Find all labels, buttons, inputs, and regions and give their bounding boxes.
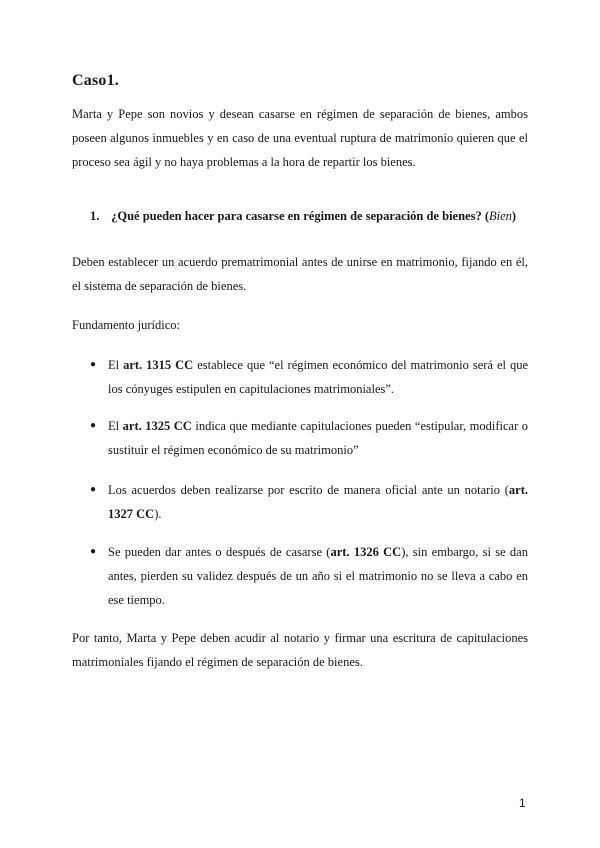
question-grade-note: Bien <box>489 209 512 223</box>
list-item <box>90 478 528 526</box>
list-item <box>90 540 528 612</box>
article-reference: art. 1315 CC <box>123 358 194 372</box>
question-close-paren: ) <box>511 209 517 223</box>
list-item-text: El art. 1325 CC indica que mediante capitulaciones pueden “estipular, modificar o sustituir el régimen económico de su matrimonio” <box>108 419 529 457</box>
legal-basis-label: Fundamento jurídico: <box>72 318 180 332</box>
list-item <box>90 353 528 401</box>
case-intro-paragraph: Marta y Pepe son novios y desean casarse en régimen de separación de bienes, ambos poseen algunos inmuebles y en caso de una eventual ruptura de matrimonio quieren que el proceso sea ágil y no haya problemas a la hora de repartir los bienes. <box>72 107 528 169</box>
bullet-icon: ● <box>90 484 97 495</box>
article-reference: art. 1327 CC <box>108 483 528 521</box>
question-number: 1. <box>90 209 100 223</box>
answer-paragraph: Deben establecer un acuerdo prematrimonial antes de unirse en matrimonio, fijando en él, el sistema de separación de bienes. <box>72 255 528 293</box>
case-title: Caso1. <box>72 72 119 89</box>
list-item-text: Se pueden dar antes o después de casarse (art. 1326 CC), sin embargo, si se dan antes, pierden su validez después de un año si el matrimonio no se lleva a cabo en ese tiempo. <box>108 545 528 607</box>
article-reference: art. 1325 CC <box>122 419 192 433</box>
list-item-text: Los acuerdos deben realizarse por escrito de manera oficial ante un notario (art. 1327 CC). <box>108 483 528 521</box>
question-1 <box>90 206 530 226</box>
question-text: ¿Qué pueden hacer para casarse en régimen de separación de bienes? ( <box>111 209 489 223</box>
bullet-icon: ● <box>90 546 97 557</box>
list-item-text: El art. 1315 CC establece que “el régimen económico del matrimonio será el que los cónyuges estipulen en capitulaciones matrimoniales”. <box>108 358 529 396</box>
bullet-icon: ● <box>90 420 97 431</box>
conclusion-paragraph: Por tanto, Marta y Pepe deben acudir al notario y firmar una escritura de capitulaciones matrimoniales fijando el régimen de separación de bienes. <box>72 631 528 669</box>
bullet-icon: ● <box>90 359 97 370</box>
article-reference: art. 1326 CC <box>330 545 402 559</box>
list-item <box>90 414 528 462</box>
page-number: 1 <box>519 796 526 810</box>
